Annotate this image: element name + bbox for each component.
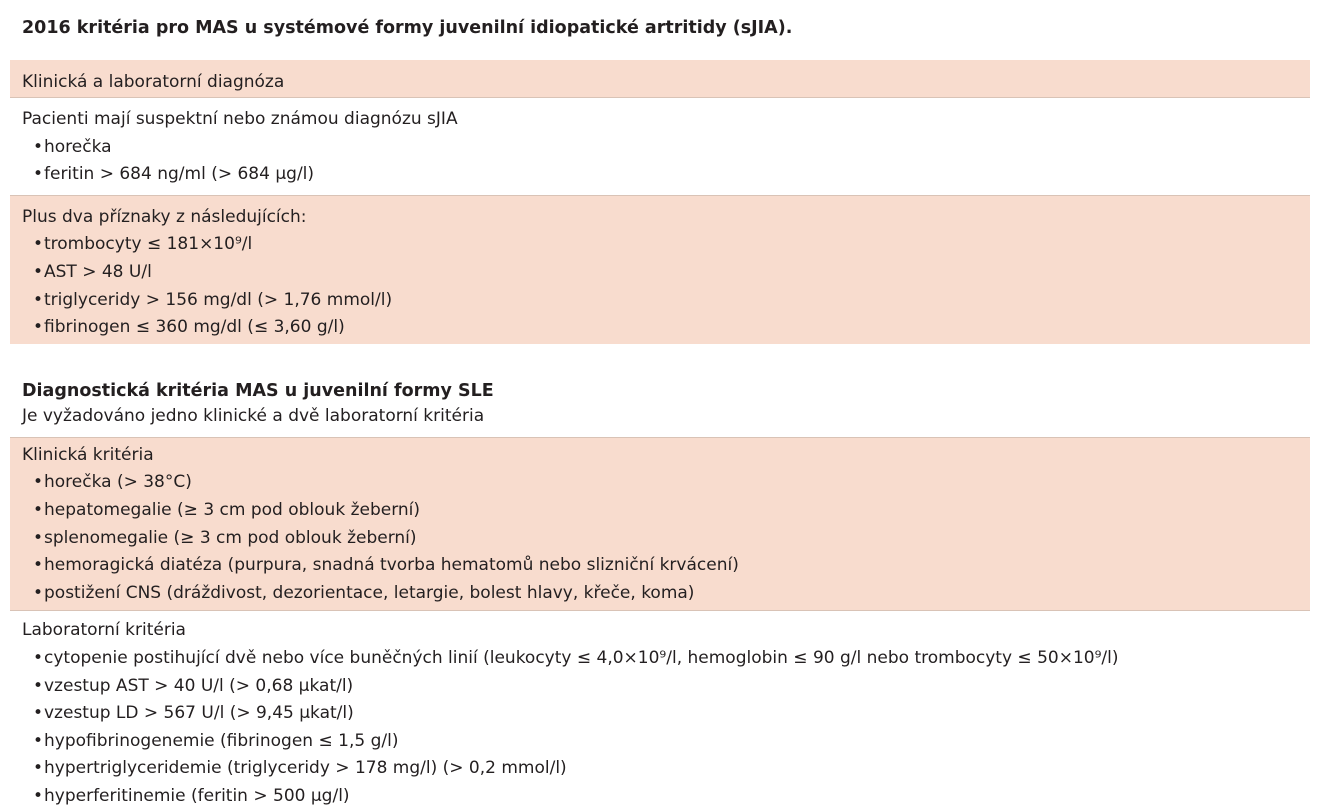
list-item-text: horečka (> 38°C) (44, 472, 192, 493)
bullet: • (33, 675, 44, 696)
bullet: • (33, 785, 44, 806)
list-item (22, 231, 1298, 259)
group-lab-criteria (10, 610, 1310, 810)
group-lead: Pacienti mají suspektní nebo známou diagnózu sJIA (22, 109, 458, 129)
sle-requirement-note: Je vyžadováno jedno klinické a dvě laboratorní kritéria (22, 405, 485, 426)
table-title-sle: Diagnostická kritéria MAS u juvenilní formy SLE (22, 380, 494, 401)
criteria-document (10, 0, 1310, 810)
section-spacer (10, 344, 1310, 379)
bullet: • (33, 582, 44, 603)
list-item (22, 161, 1298, 189)
list-item-text: postižení CNS (dráždivost, dezorientace, letargie, bolest hlavy, křeče, koma) (44, 582, 695, 603)
bullet: • (33, 234, 44, 255)
list-item-text: cytopenie postihující dvě nebo více buněčných linií (leukocyty ≤ 4,0×10⁹/l, hemoglobin ≤ 90 g/l nebo trombocyty ≤ 50×10⁹/l) (44, 647, 1119, 668)
list-item-text: hepatomegalie (≥ 3 cm pod oblouk žeberní) (44, 499, 421, 520)
bullet: • (33, 136, 44, 157)
group-lead: Plus dva příznaky z následujících: (22, 206, 307, 227)
list-item (22, 700, 1298, 728)
group-clinical-criteria (10, 437, 1310, 611)
bullet: • (33, 730, 44, 751)
list-item (22, 469, 1298, 497)
list-item (22, 645, 1298, 673)
bullet: • (33, 317, 44, 338)
list-item-text: vzestup LD > 567 U/l (> 9,45 µkat/l) (44, 703, 354, 724)
list-item (22, 673, 1298, 701)
list-item (22, 134, 1298, 162)
group-two-signs (10, 195, 1310, 344)
sle-heading (10, 379, 1310, 429)
table-title-sjia: 2016 kritéria pro MAS u systémové formy juvenilní idiopatické artritidy (sJIA). (22, 18, 793, 38)
header-label: Klinická a laboratorní diagnóza (22, 72, 285, 92)
group-lead: Laboratorní kritéria (22, 620, 186, 641)
list-item (22, 497, 1298, 525)
list-item (22, 783, 1298, 810)
list-item (22, 525, 1298, 553)
list-item-text: horečka (44, 136, 112, 157)
list-item-text: feritin > 684 ng/ml (> 684 µg/l) (44, 164, 315, 185)
bullet: • (33, 758, 44, 779)
list-item (22, 314, 1298, 342)
bullet: • (33, 647, 44, 668)
list-item-text: hypofibrinogenemie (fibrinogen ≤ 1,5 g/l) (44, 730, 399, 751)
bullet: • (33, 499, 44, 520)
list-item-text: hypertriglyceridemie (triglyceridy > 178 mg/l) (> 0,2 mmol/l) (44, 758, 567, 779)
list-item-text: fibrinogen ≤ 360 mg/dl (≤ 3,60 g/l) (44, 317, 345, 338)
list-item (22, 580, 1298, 608)
list-item-text: AST > 48 U/l (44, 261, 152, 282)
bullet: • (33, 289, 44, 310)
list-item (22, 259, 1298, 287)
list-item-text: hyperferitinemie (feritin > 500 µg/l) (44, 785, 350, 806)
bullet: • (33, 472, 44, 493)
bullet: • (33, 261, 44, 282)
group-suspected-sjia (10, 97, 1310, 195)
bullet: • (33, 164, 44, 185)
list-item (22, 552, 1298, 580)
list-item-text: vzestup AST > 40 U/l (> 0,68 µkat/l) (44, 675, 354, 696)
bullet: • (33, 527, 44, 548)
list-item-text: trombocyty ≤ 181×10⁹/l (44, 234, 253, 255)
list-item-text: splenomegalie (≥ 3 cm pod oblouk žeberní) (44, 527, 417, 548)
header-clinical-lab-diagnosis (10, 60, 1310, 97)
list-item (22, 728, 1298, 756)
list-item-text: hemoragická diatéza (purpura, snadná tvorba hematomů nebo slizniční krvácení) (44, 555, 739, 576)
list-item-text: triglyceridy > 156 mg/dl (> 1,76 mmol/l) (44, 289, 393, 310)
bullet: • (33, 555, 44, 576)
list-item (22, 287, 1298, 315)
group-lead: Klinická kritéria (22, 444, 154, 465)
bullet: • (33, 703, 44, 724)
list-item (22, 755, 1298, 783)
